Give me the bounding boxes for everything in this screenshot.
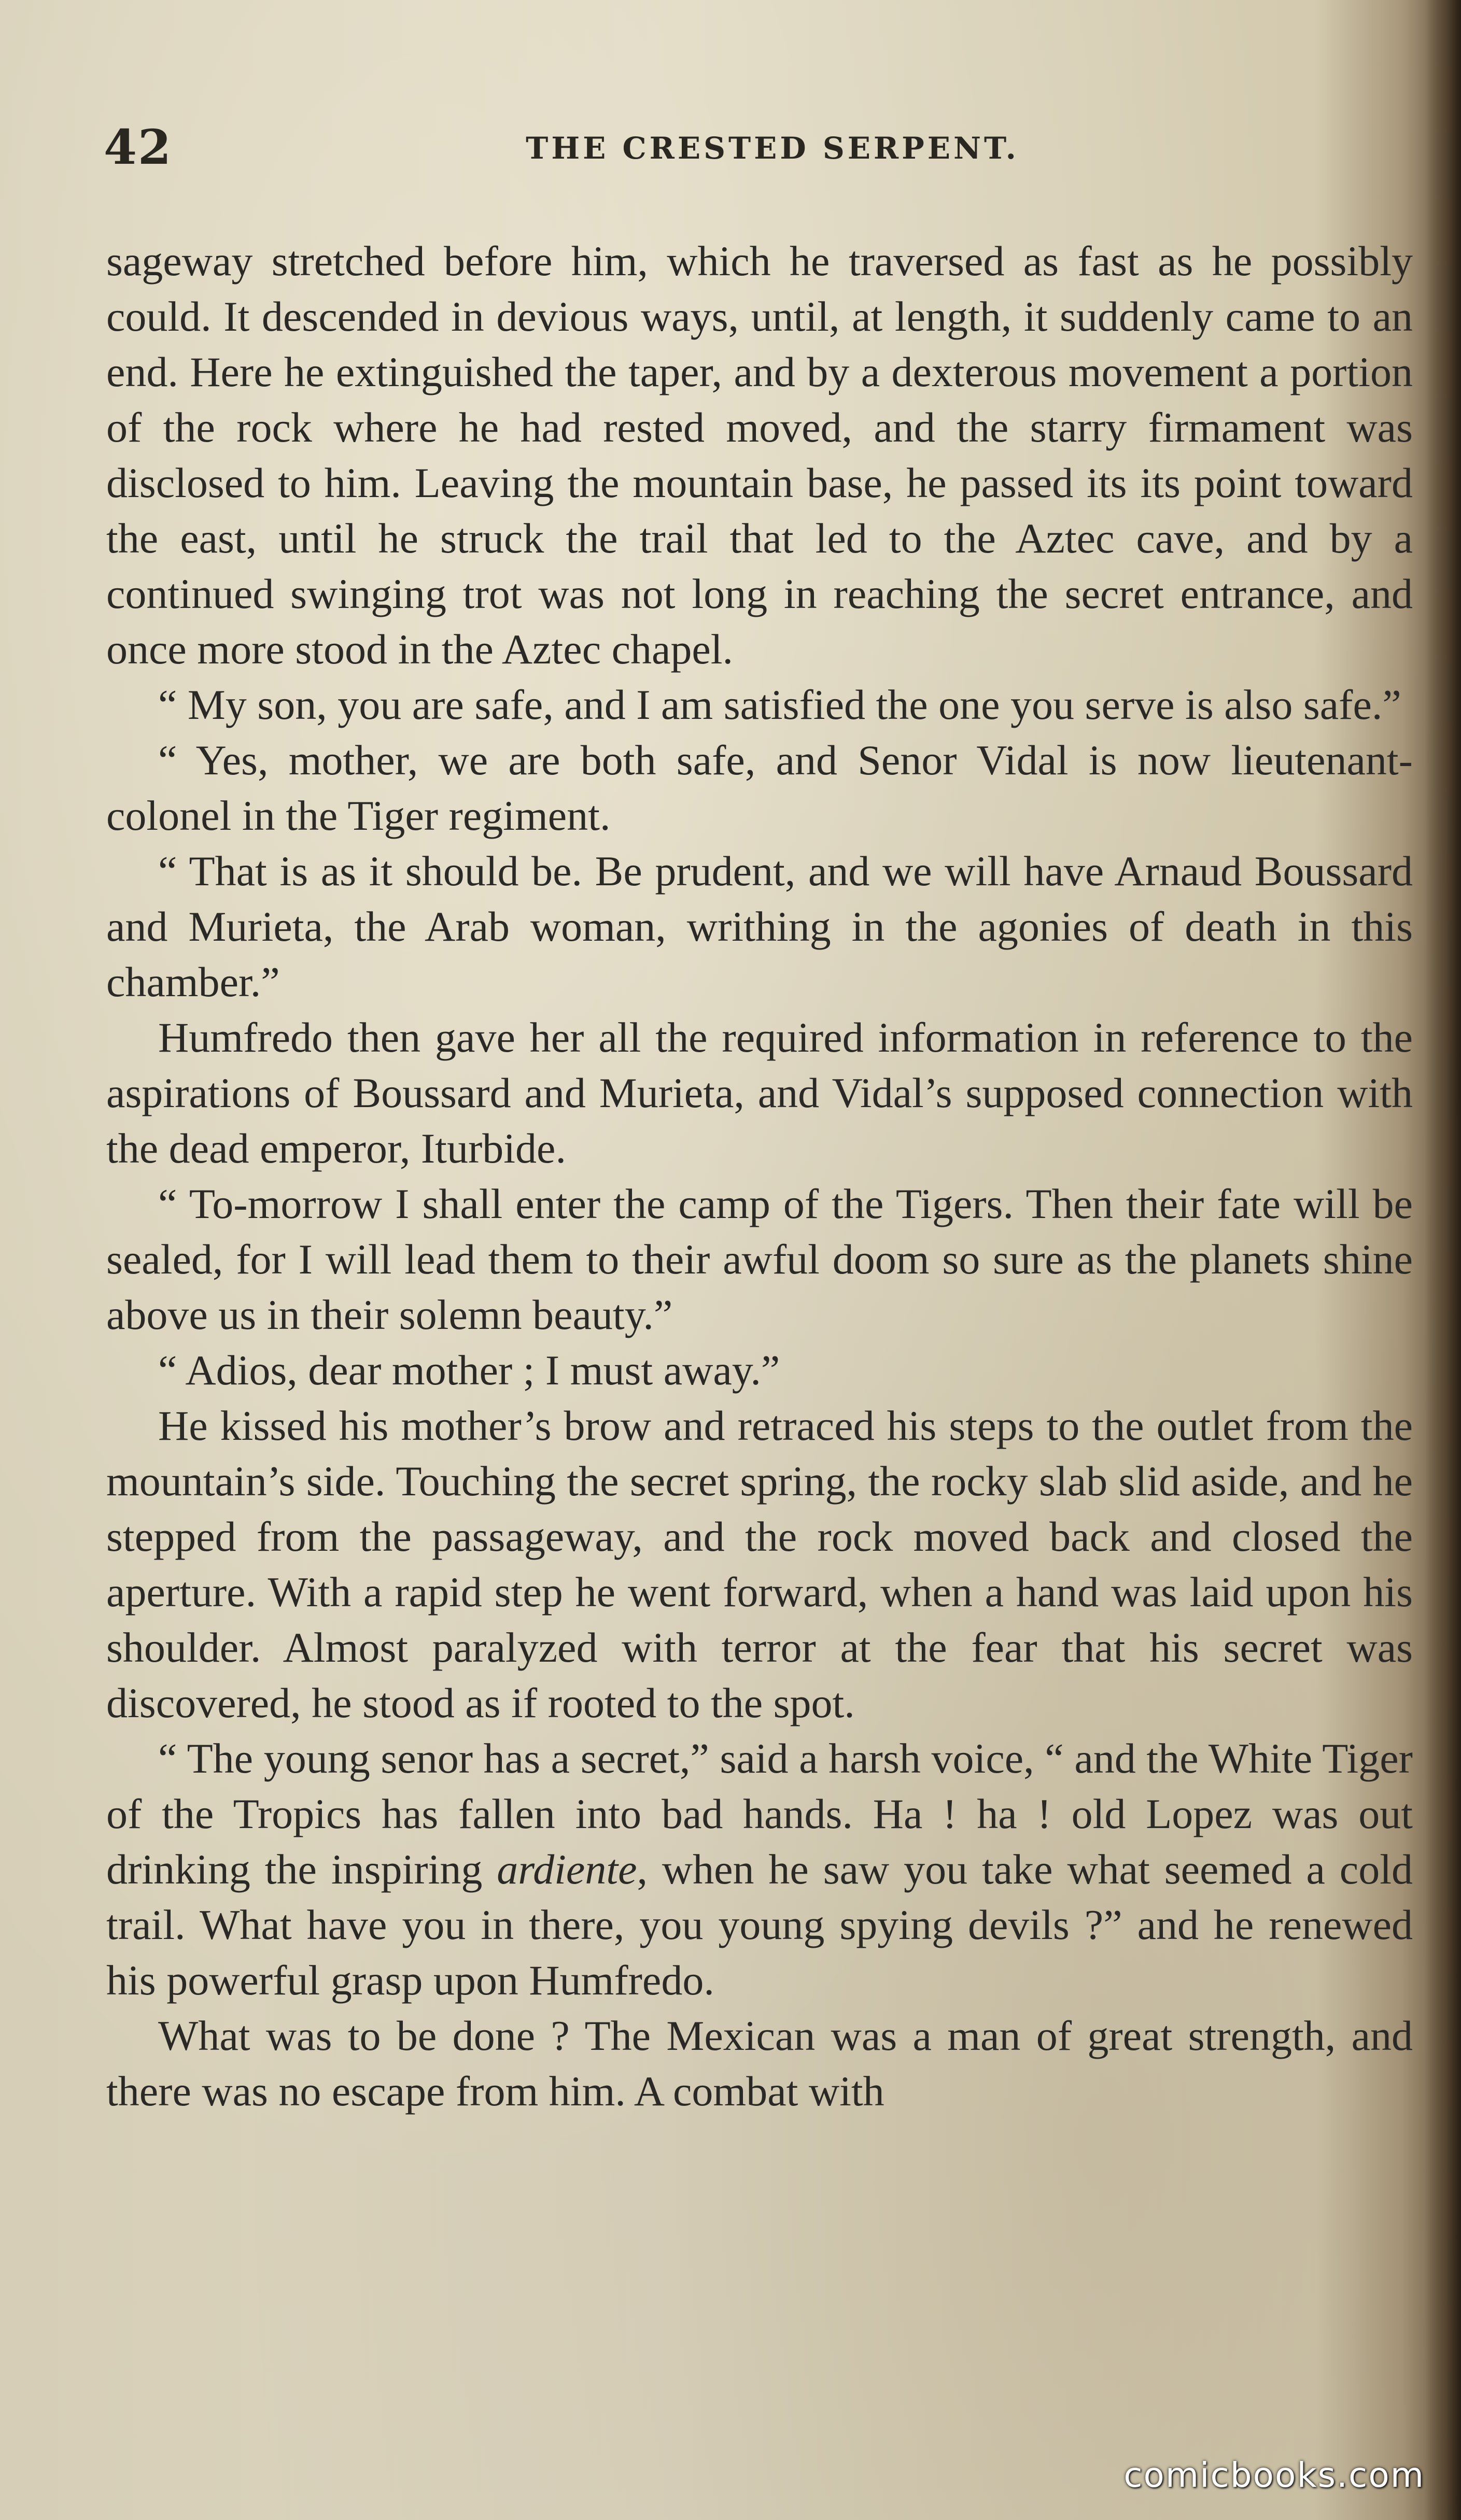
body-text xyxy=(106,233,1413,2119)
paragraph-7: “ Adios, dear mother ; I must away.” xyxy=(158,1347,780,1394)
paragraph-10: What was to be done ? The Mexican was a man of great strength, and there was no escape from him. A combat with xyxy=(106,2012,1413,2115)
paragraph-9-part-1: “ The young senor has a secret,” said a harsh voice, “ and the White Tiger of the Tropics has fallen into bad hands. Ha ! ha ! old Lopez was out drinking the inspiring xyxy=(106,1735,1413,1893)
paragraph-8: He kissed his mother’s brow and retraced his steps to the outlet from the mountain’s side. Touching the secret spring, the rocky slab slid aside, and he stepped from the passageway, and the rock moved back and closed the aperture. With a rapid step he went forward, when a hand was laid upon his shoulder. Almost paralyzed with terror at the fear that his secret was discovered, he stood as if rooted to the spot. xyxy=(106,1402,1413,1726)
watermark: comicbooks.com xyxy=(1123,2455,1425,2495)
paragraph-5: Humfredo then gave her all the required information in reference to the aspirations of Boussard and Murieta, and Vidal’s supposed connection with the dead emperor, Iturbide. xyxy=(106,1014,1413,1172)
paragraph-1: sageway stretched before him, which he traversed as fast as he possibly could. It descended in devious ways, until, at length, it suddenly came to an end. Here he extinguished the taper, and by a dexterous movement a portion of the rock where he had rested moved, and the starry firmament was disclosed to him. Leaving the mountain base, he passed its its point toward the east, until he struck the trail that led to the Aztec cave, and by a continued swinging trot was not long in reaching the secret entrance, and once more stood in the Aztec chapel. xyxy=(106,237,1413,673)
page-header xyxy=(104,119,1410,181)
paragraph-2: “ My son, you are safe, and I am satisfied the one you serve is also safe.” xyxy=(158,681,1401,728)
paragraph-6: “ To-morrow I shall enter the camp of the Tigers. Then their fate will be sealed, for I will lead them to their awful doom so sure as the planets shine above us in their solemn beauty.” xyxy=(106,1180,1413,1338)
paragraph-9-part-2: , when he saw you take what seemed a cold trail. What have you in there, you young spying devils ?” and he renewed his powerful grasp upon Humfredo. xyxy=(106,1846,1413,2004)
running-title: THE CRESTED SERPENT. xyxy=(526,131,1019,166)
paragraph-4: “ That is as it should be. Be prudent, and we will have Arnaud Boussard and Murieta, the Arab woman, writhing in the agonies of death in this chamber.” xyxy=(106,847,1413,1006)
binding-shadow xyxy=(1425,0,1461,2520)
paragraph-9 xyxy=(106,1731,1413,2008)
paragraph-3: “ Yes, mother, we are both safe, and Senor Vidal is now lieutenant-colonel in the Tiger regiment. xyxy=(106,737,1413,839)
page-number: 42 xyxy=(104,119,173,175)
italic-word: ardiente xyxy=(497,1846,637,1893)
